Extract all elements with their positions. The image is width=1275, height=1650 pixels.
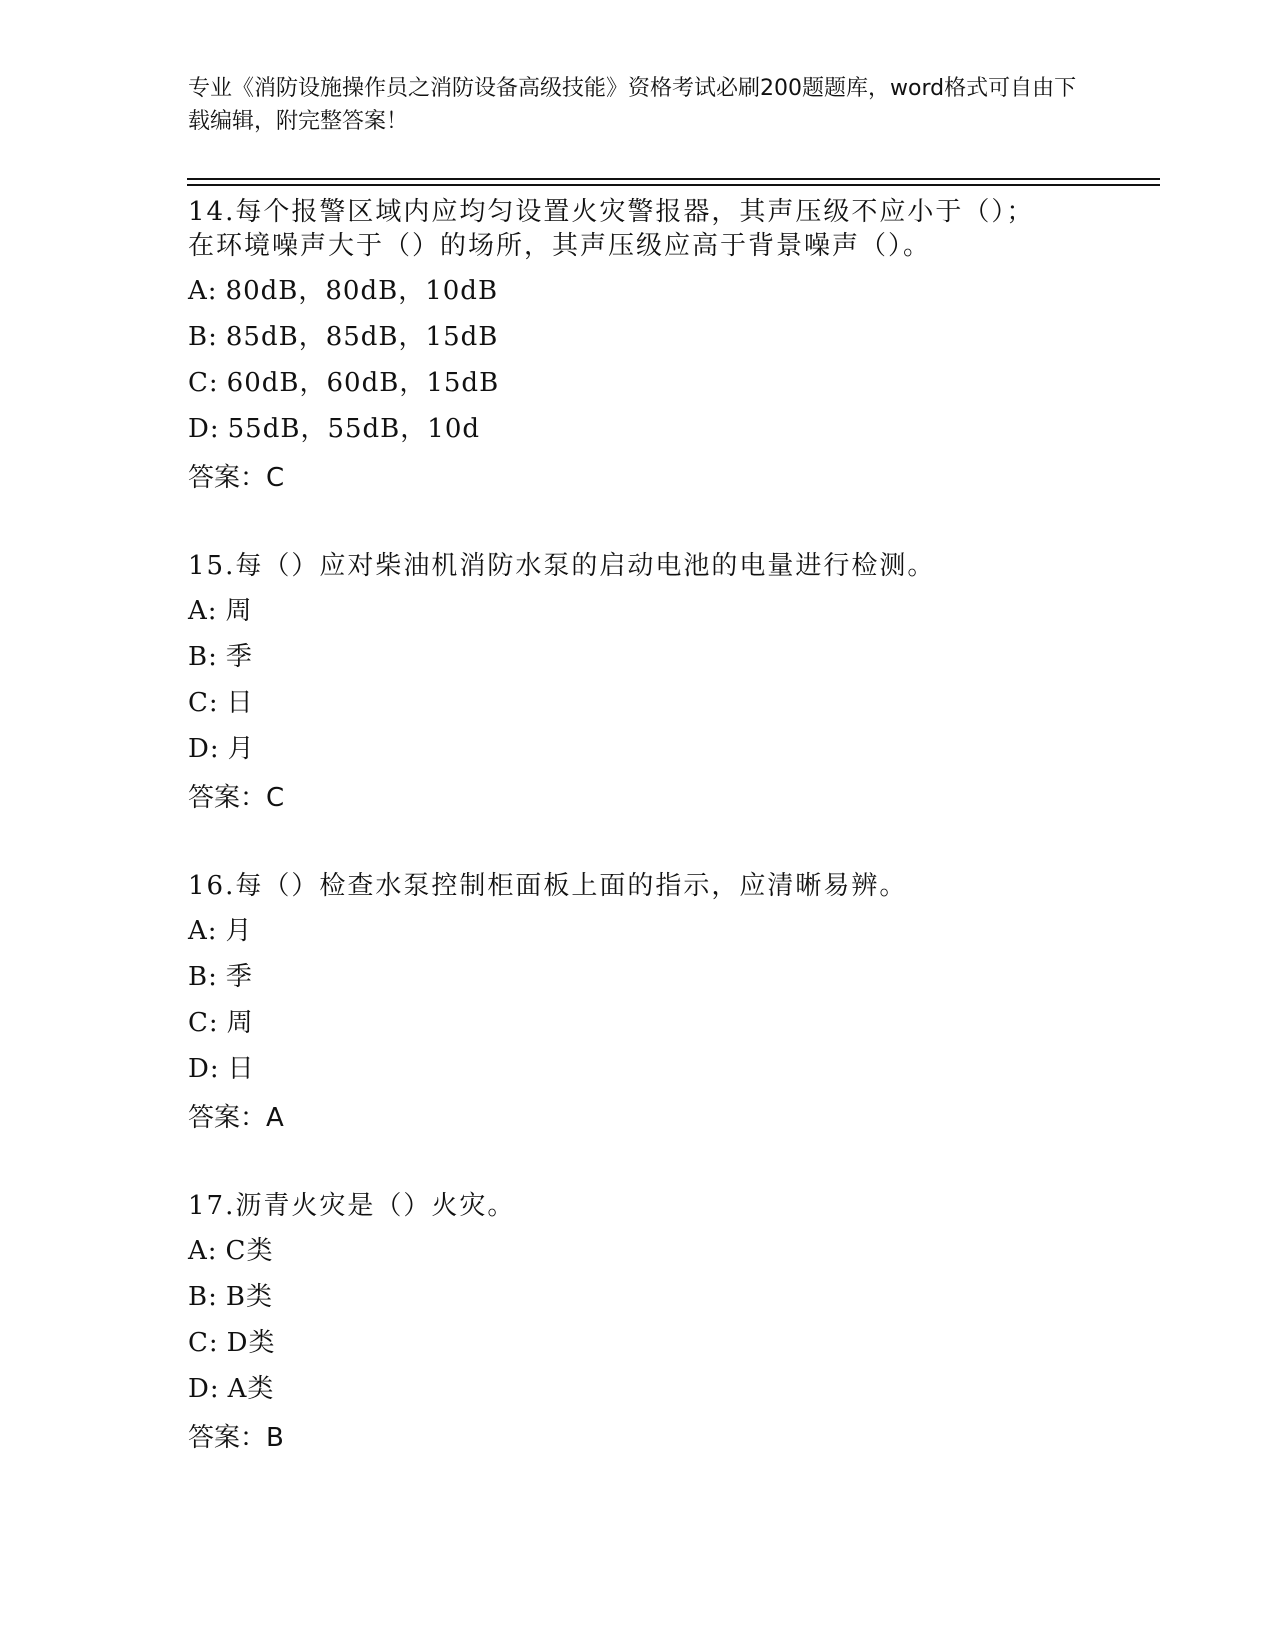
option-key: D [188, 1054, 210, 1084]
answer-line: 答案：A [188, 1102, 284, 1133]
option-key: C [188, 688, 209, 718]
option-b: B : 85dB，85dB，15dB [188, 322, 499, 352]
question-15 [188, 544, 1148, 818]
question-stem-line-2: 在环境噪声大于（）的场所，其声压级应高于背景噪声（）。 [188, 231, 932, 261]
option-text: 周 [225, 596, 253, 626]
option-c: C : 日 [188, 688, 254, 718]
option-text: 85dB，85dB，15dB [225, 322, 499, 352]
option-key: A [188, 596, 208, 626]
option-a: A : 月 [188, 916, 253, 946]
option-key: D [188, 414, 210, 444]
option-text: 周 [226, 1008, 254, 1038]
option-text: 55dB，55dB，10d [227, 414, 481, 444]
option-text: 季 [225, 642, 253, 672]
option-key: B [188, 962, 209, 992]
option-c: C : D类 [188, 1328, 276, 1358]
option-key: B [188, 1282, 209, 1312]
option-text: D类 [226, 1328, 276, 1358]
question-stem [188, 190, 1148, 268]
question-stem-line-1: 16.每（）检查水泵控制柜面板上面的指示，应清晰易辨。 [188, 871, 908, 901]
option-text: 月 [225, 916, 253, 946]
option-text: A类 [227, 1374, 275, 1404]
option-key: D [188, 1374, 210, 1404]
option-a: A : 80dB，80dB，10dB [188, 276, 499, 306]
option-d: D : 日 [188, 1054, 255, 1084]
option-b: B : B类 [188, 1282, 273, 1312]
option-list [188, 588, 1148, 772]
option-a: A : 周 [188, 596, 253, 626]
option-text: 60dB，60dB，15dB [226, 368, 500, 398]
option-key: C [188, 1328, 209, 1358]
option-c: C : 周 [188, 1008, 254, 1038]
option-text: B类 [225, 1282, 273, 1312]
option-key: B [188, 642, 209, 672]
question-stem [188, 1184, 1148, 1228]
option-d: D : 月 [188, 734, 255, 764]
document-header [188, 72, 1088, 138]
option-key: D [188, 734, 210, 764]
option-b: B : 季 [188, 642, 253, 672]
option-d: D : 55dB，55dB，10d [188, 414, 481, 444]
header-divider-top [187, 178, 1160, 180]
option-text: 日 [226, 688, 254, 718]
option-list [188, 908, 1148, 1092]
option-text: C类 [225, 1236, 274, 1266]
answer-line: 答案：B [188, 1422, 284, 1453]
option-d: D : A类 [188, 1374, 275, 1404]
answer-line: 答案：C [188, 462, 285, 493]
option-a: A : C类 [188, 1236, 274, 1266]
option-text: 季 [225, 962, 253, 992]
question-17 [188, 1184, 1148, 1458]
question-stem-line-1: 14.每个报警区域内应均匀设置火灾警报器，其声压级不应小于（）； [188, 197, 1035, 227]
answer-line: 答案：C [188, 782, 285, 813]
question-stem [188, 544, 1148, 588]
question-list [188, 190, 1148, 1504]
option-c: C : 60dB，60dB，15dB [188, 368, 500, 398]
question-stem [188, 864, 1148, 908]
option-text: 80dB，80dB，10dB [225, 276, 499, 306]
option-list [188, 1228, 1148, 1412]
option-text: 日 [227, 1054, 255, 1084]
option-b: B : 季 [188, 962, 253, 992]
option-key: B [188, 322, 209, 352]
question-14 [188, 190, 1148, 498]
option-key: A [188, 916, 208, 946]
question-stem-line-1: 15.每（）应对柴油机消防水泵的启动电池的电量进行检测。 [188, 551, 936, 581]
header-divider-bottom [187, 184, 1160, 186]
question-stem-line-1: 17.沥青火灾是（）火灾。 [188, 1191, 516, 1221]
header-text: 专业《消防设施操作员之消防设备高级技能》资格考试必刷200题题库，word格式可自由下载编辑，附完整答案！ [188, 76, 1077, 134]
option-list [188, 268, 1148, 452]
option-key: A [188, 1236, 208, 1266]
question-16 [188, 864, 1148, 1138]
option-text: 月 [227, 734, 255, 764]
option-key: C [188, 1008, 209, 1038]
option-key: C [188, 368, 209, 398]
option-key: A [188, 276, 208, 306]
